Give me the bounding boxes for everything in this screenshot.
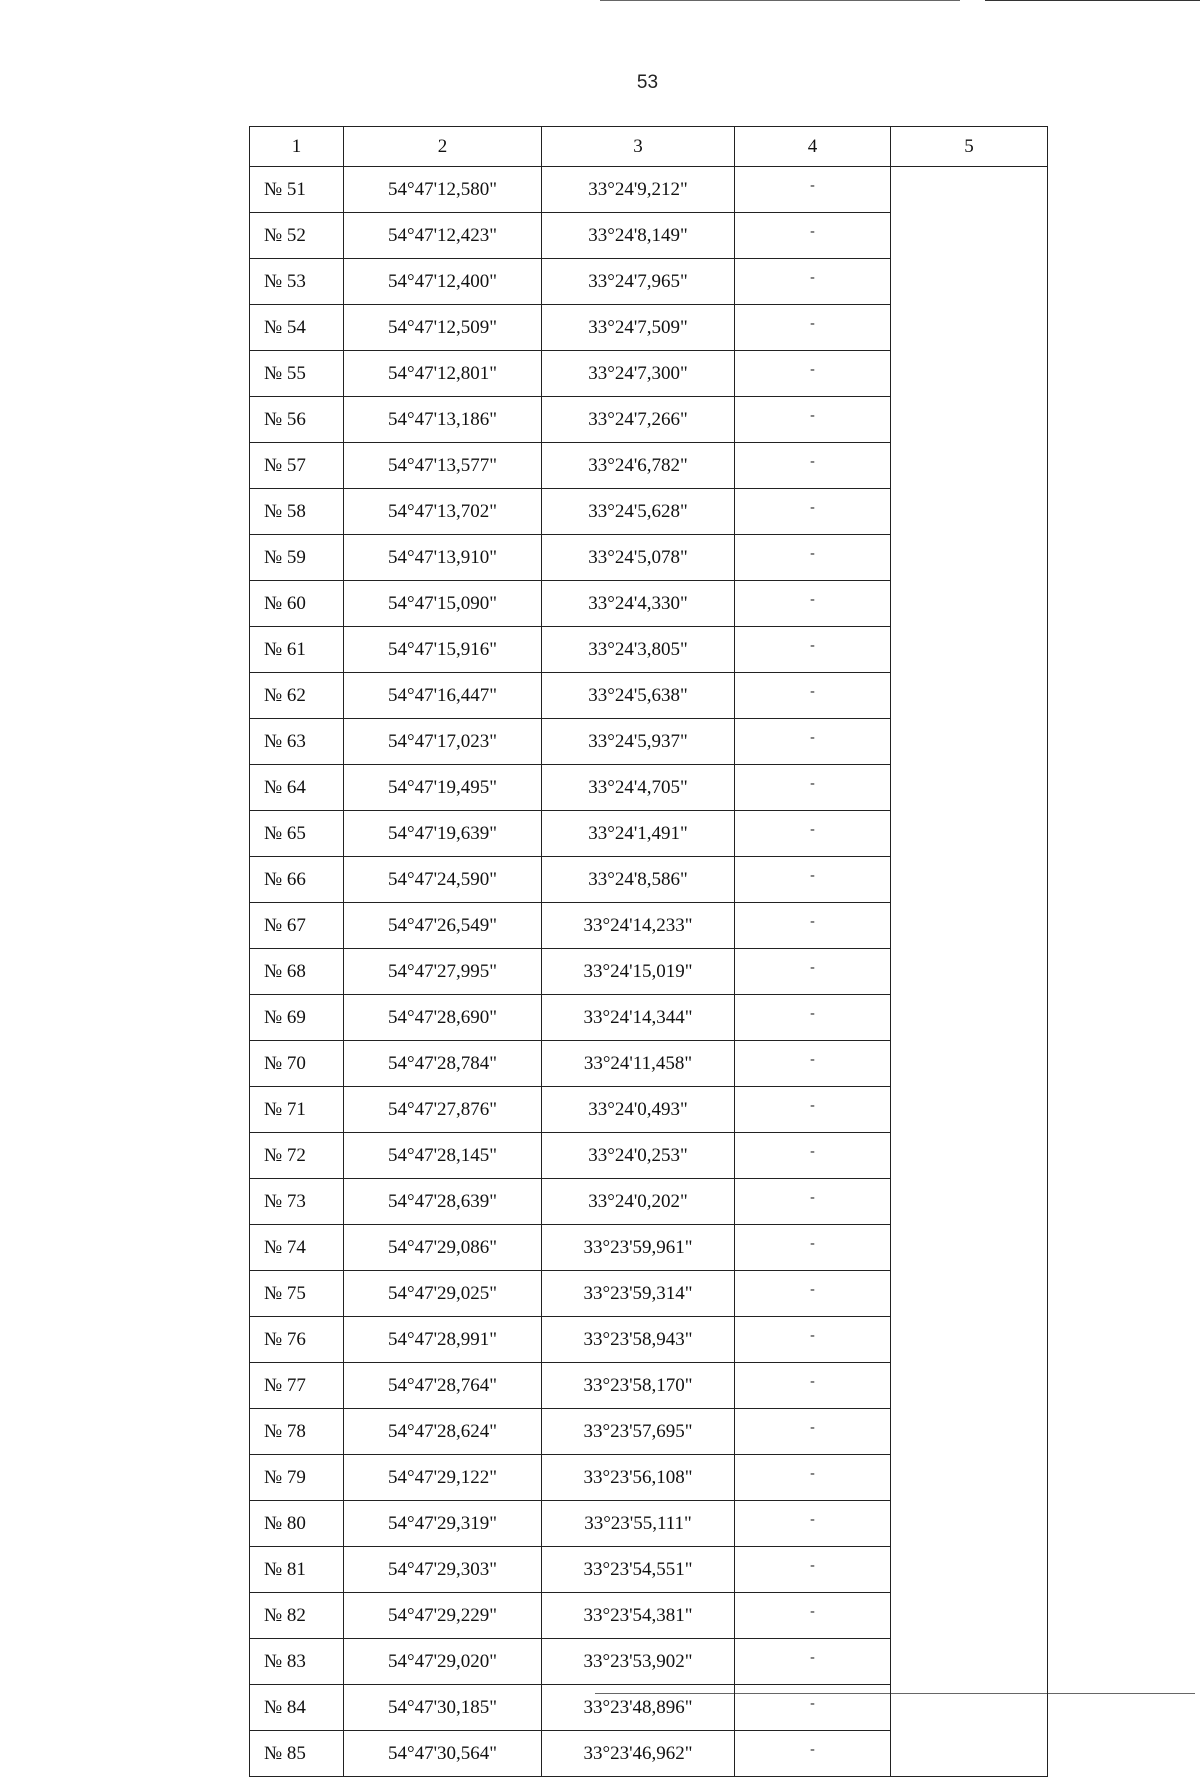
latitude-text: 54°47'12,580"	[387, 178, 498, 200]
longitude-cell	[542, 719, 735, 765]
latitude-cell	[344, 811, 542, 857]
point-number-text: № 73	[264, 1190, 306, 1212]
longitude-cell	[542, 1547, 735, 1593]
longitude-cell	[542, 259, 735, 305]
latitude-cell	[344, 1501, 542, 1547]
longitude-cell	[542, 903, 735, 949]
latitude-cell	[344, 903, 542, 949]
point-number-text: № 62	[264, 684, 306, 706]
longitude-cell	[542, 1041, 735, 1087]
point-number-cell	[250, 305, 344, 351]
column-4-cell	[735, 1317, 891, 1363]
longitude-cell	[542, 443, 735, 489]
latitude-cell	[344, 397, 542, 443]
point-number-cell	[250, 167, 344, 213]
point-number-cell	[250, 1041, 344, 1087]
latitude-cell	[344, 1363, 542, 1409]
longitude-cell	[542, 1593, 735, 1639]
latitude-text: 54°47'29,229"	[387, 1604, 498, 1626]
latitude-cell	[344, 443, 542, 489]
column-4-cell	[735, 1409, 891, 1455]
latitude-cell	[344, 535, 542, 581]
latitude-cell	[344, 995, 542, 1041]
longitude-cell	[542, 397, 735, 443]
latitude-text: 54°47'28,145"	[387, 1144, 498, 1166]
longitude-cell	[542, 949, 735, 995]
latitude-text: 54°47'15,090"	[387, 592, 498, 614]
column-header: 1	[250, 127, 344, 167]
point-number-cell	[250, 1685, 344, 1731]
table-row	[250, 167, 1048, 213]
column-4-cell	[735, 397, 891, 443]
column-4-text: -	[810, 454, 815, 469]
longitude-cell	[542, 1179, 735, 1225]
point-number-text: № 66	[264, 868, 306, 890]
latitude-cell	[344, 1455, 542, 1501]
latitude-text: 54°47'17,023"	[387, 730, 498, 752]
column-4-text: -	[810, 1190, 815, 1205]
latitude-cell	[344, 1731, 542, 1777]
longitude-cell	[542, 535, 735, 581]
column-4-text: -	[810, 1098, 815, 1113]
longitude-text: 33°24'7,965"	[588, 270, 688, 292]
latitude-text: 54°47'12,423"	[387, 224, 498, 246]
column-4-text: -	[810, 1282, 815, 1297]
point-number-cell	[250, 765, 344, 811]
longitude-text: 33°23'54,381"	[583, 1604, 693, 1626]
latitude-cell	[344, 581, 542, 627]
column-4-cell	[735, 949, 891, 995]
latitude-cell	[344, 1547, 542, 1593]
latitude-text: 54°47'28,624"	[387, 1420, 498, 1442]
column-4-cell	[735, 1041, 891, 1087]
column-4-text: -	[810, 730, 815, 745]
point-number-text: № 55	[264, 362, 306, 384]
latitude-cell	[344, 1409, 542, 1455]
column-4-text: -	[810, 776, 815, 791]
longitude-text: 33°24'8,149"	[588, 224, 688, 246]
latitude-cell	[344, 259, 542, 305]
point-number-text: № 79	[264, 1466, 306, 1488]
longitude-text: 33°24'8,586"	[588, 868, 688, 890]
column-4-cell	[735, 1731, 891, 1777]
column-4-text: -	[810, 1144, 815, 1159]
column-header: 3	[542, 127, 735, 167]
latitude-text: 54°47'29,122"	[387, 1466, 498, 1488]
latitude-cell	[344, 1685, 542, 1731]
latitude-text: 54°47'28,991"	[387, 1328, 498, 1350]
longitude-cell	[542, 995, 735, 1041]
column-4-cell	[735, 489, 891, 535]
point-number-text: № 53	[264, 270, 306, 292]
longitude-text: 33°23'56,108"	[583, 1466, 693, 1488]
point-number-text: № 64	[264, 776, 306, 798]
longitude-cell	[542, 351, 735, 397]
latitude-text: 54°47'30,185"	[387, 1696, 498, 1718]
longitude-text: 33°24'0,202"	[588, 1190, 688, 1212]
longitude-text: 33°24'15,019"	[583, 960, 693, 982]
latitude-cell	[344, 1317, 542, 1363]
longitude-cell	[542, 1133, 735, 1179]
column-4-cell	[735, 1271, 891, 1317]
longitude-cell	[542, 1501, 735, 1547]
column-4-cell	[735, 1225, 891, 1271]
column-4-cell	[735, 213, 891, 259]
point-number-cell	[250, 673, 344, 719]
column-4-text: -	[810, 1604, 815, 1619]
column-4-text: -	[810, 1466, 815, 1481]
latitude-text: 54°47'30,564"	[387, 1742, 498, 1764]
longitude-cell	[542, 765, 735, 811]
column-4-cell	[735, 443, 891, 489]
column-4-text: -	[810, 408, 815, 423]
table-header-row	[250, 127, 1048, 167]
longitude-cell	[542, 1409, 735, 1455]
column-4-text: -	[810, 1512, 815, 1527]
point-number-text: № 58	[264, 500, 306, 522]
column-4-text: -	[810, 1006, 815, 1021]
column-4-text: -	[810, 1236, 815, 1251]
longitude-text: 33°24'1,491"	[588, 822, 688, 844]
longitude-text: 33°24'4,330"	[588, 592, 688, 614]
longitude-text: 33°24'4,705"	[588, 776, 688, 798]
point-number-cell	[250, 1179, 344, 1225]
point-number-cell	[250, 1501, 344, 1547]
longitude-cell	[542, 213, 735, 259]
column-4-text: -	[810, 316, 815, 331]
column-4-cell	[735, 1501, 891, 1547]
longitude-text: 33°23'57,695"	[583, 1420, 693, 1442]
point-number-cell	[250, 949, 344, 995]
column-4-text: -	[810, 960, 815, 975]
longitude-text: 33°24'9,212"	[588, 178, 688, 200]
column-4-text: -	[810, 684, 815, 699]
longitude-cell	[542, 627, 735, 673]
longitude-text: 33°24'5,638"	[588, 684, 688, 706]
latitude-text: 54°47'13,702"	[387, 500, 498, 522]
column-4-cell	[735, 351, 891, 397]
point-number-cell	[250, 443, 344, 489]
longitude-cell	[542, 1685, 735, 1731]
column-4-cell	[735, 167, 891, 213]
column-4-text: -	[810, 546, 815, 561]
latitude-text: 54°47'28,690"	[387, 1006, 498, 1028]
longitude-text: 33°24'5,937"	[588, 730, 688, 752]
point-number-cell	[250, 1455, 344, 1501]
point-number-cell	[250, 1087, 344, 1133]
longitude-cell	[542, 1225, 735, 1271]
column-4-text: -	[810, 178, 815, 193]
point-number-cell	[250, 1271, 344, 1317]
latitude-text: 54°47'29,086"	[387, 1236, 498, 1258]
longitude-text: 33°24'6,782"	[588, 454, 688, 476]
column-4-text: -	[810, 822, 815, 837]
point-number-cell	[250, 213, 344, 259]
column-4-text: -	[810, 1650, 815, 1665]
longitude-text: 33°23'54,551"	[583, 1558, 693, 1580]
point-number-text: № 59	[264, 546, 306, 568]
latitude-text: 54°47'16,447"	[387, 684, 498, 706]
longitude-cell	[542, 1087, 735, 1133]
latitude-text: 54°47'12,801"	[387, 362, 498, 384]
column-4-text: -	[810, 1420, 815, 1435]
longitude-cell	[542, 1731, 735, 1777]
column-4-cell	[735, 535, 891, 581]
latitude-cell	[344, 719, 542, 765]
point-number-text: № 51	[264, 178, 306, 200]
latitude-cell	[344, 857, 542, 903]
latitude-cell	[344, 1225, 542, 1271]
longitude-text: 33°23'53,902"	[583, 1650, 693, 1672]
column-4-cell	[735, 627, 891, 673]
longitude-cell	[542, 673, 735, 719]
latitude-cell	[344, 949, 542, 995]
point-number-cell	[250, 1133, 344, 1179]
point-number-text: № 65	[264, 822, 306, 844]
latitude-text: 54°47'26,549"	[387, 914, 498, 936]
column-4-cell	[735, 995, 891, 1041]
column-4-text: -	[810, 868, 815, 883]
latitude-text: 54°47'13,186"	[387, 408, 498, 430]
latitude-text: 54°47'13,577"	[387, 454, 498, 476]
column-4-text: -	[810, 1558, 815, 1573]
point-number-cell	[250, 259, 344, 305]
longitude-cell	[542, 811, 735, 857]
latitude-text: 54°47'19,495"	[387, 776, 498, 798]
scan-mark-top	[600, 0, 960, 1]
longitude-text: 33°24'0,493"	[588, 1098, 688, 1120]
point-number-cell	[250, 489, 344, 535]
latitude-text: 54°47'12,400"	[387, 270, 498, 292]
latitude-cell	[344, 1041, 542, 1087]
point-number-cell	[250, 397, 344, 443]
latitude-cell	[344, 305, 542, 351]
column-4-cell	[735, 1547, 891, 1593]
point-number-text: № 71	[264, 1098, 306, 1120]
point-number-cell	[250, 351, 344, 397]
latitude-cell	[344, 167, 542, 213]
column-4-text: -	[810, 1696, 815, 1711]
longitude-text: 33°24'5,078"	[588, 546, 688, 568]
point-number-text: № 54	[264, 316, 306, 338]
point-number-text: № 69	[264, 1006, 306, 1028]
column-4-cell	[735, 673, 891, 719]
longitude-text: 33°23'59,314"	[583, 1282, 693, 1304]
latitude-text: 54°47'29,303"	[387, 1558, 498, 1580]
point-number-text: № 63	[264, 730, 306, 752]
column-4-cell	[735, 259, 891, 305]
column-4-cell	[735, 1639, 891, 1685]
point-number-text: № 67	[264, 914, 306, 936]
longitude-cell	[542, 167, 735, 213]
longitude-text: 33°24'3,805"	[588, 638, 688, 660]
latitude-cell	[344, 673, 542, 719]
longitude-cell	[542, 1271, 735, 1317]
point-number-text: № 52	[264, 224, 306, 246]
latitude-text: 54°47'29,025"	[387, 1282, 498, 1304]
longitude-text: 33°24'0,253"	[588, 1144, 688, 1166]
point-number-text: № 80	[264, 1512, 306, 1534]
longitude-cell	[542, 1639, 735, 1685]
column-4-text: -	[810, 224, 815, 239]
latitude-text: 54°47'13,910"	[387, 546, 498, 568]
point-number-text: № 70	[264, 1052, 306, 1074]
latitude-cell	[344, 213, 542, 259]
column-4-text: -	[810, 500, 815, 515]
column-4-cell	[735, 1363, 891, 1409]
latitude-cell	[344, 1271, 542, 1317]
latitude-text: 54°47'12,509"	[387, 316, 498, 338]
column-4-cell	[735, 305, 891, 351]
column-4-text: -	[810, 1374, 815, 1389]
column-4-cell	[735, 903, 891, 949]
column-header: 2	[344, 127, 542, 167]
point-number-cell	[250, 581, 344, 627]
longitude-cell	[542, 1455, 735, 1501]
point-number-text: № 56	[264, 408, 306, 430]
point-number-cell	[250, 1317, 344, 1363]
latitude-cell	[344, 489, 542, 535]
point-number-cell	[250, 1731, 344, 1777]
point-number-cell	[250, 1547, 344, 1593]
latitude-text: 54°47'29,020"	[387, 1650, 498, 1672]
point-number-cell	[250, 903, 344, 949]
longitude-cell	[542, 305, 735, 351]
point-number-cell	[250, 535, 344, 581]
column-5-merged-cell	[891, 167, 1048, 1777]
column-4-cell	[735, 1685, 891, 1731]
longitude-text: 33°23'58,943"	[583, 1328, 693, 1350]
column-4-text: -	[810, 638, 815, 653]
column-4-text: -	[810, 914, 815, 929]
point-number-text: № 74	[264, 1236, 306, 1258]
latitude-text: 54°47'28,784"	[387, 1052, 498, 1074]
longitude-cell	[542, 489, 735, 535]
latitude-text: 54°47'19,639"	[387, 822, 498, 844]
latitude-text: 54°47'15,916"	[387, 638, 498, 660]
latitude-text: 54°47'24,590"	[387, 868, 498, 890]
column-4-cell	[735, 811, 891, 857]
longitude-text: 33°24'11,458"	[583, 1052, 693, 1074]
point-number-text: № 61	[264, 638, 306, 660]
column-4-cell	[735, 1593, 891, 1639]
point-number-cell	[250, 995, 344, 1041]
latitude-cell	[344, 1593, 542, 1639]
point-number-text: № 81	[264, 1558, 306, 1580]
point-number-text: № 75	[264, 1282, 306, 1304]
column-4-cell	[735, 1179, 891, 1225]
latitude-cell	[344, 765, 542, 811]
longitude-cell	[542, 1317, 735, 1363]
column-4-text: -	[810, 1328, 815, 1343]
latitude-text: 54°47'27,995"	[387, 960, 498, 982]
longitude-text: 33°23'59,961"	[583, 1236, 693, 1258]
longitude-text: 33°24'14,233"	[583, 914, 693, 936]
column-4-cell	[735, 1133, 891, 1179]
point-number-cell	[250, 1225, 344, 1271]
point-number-cell	[250, 627, 344, 673]
column-4-text: -	[810, 362, 815, 377]
point-number-cell	[250, 719, 344, 765]
column-4-text: -	[810, 1052, 815, 1067]
point-number-text: № 68	[264, 960, 306, 982]
longitude-text: 33°24'7,266"	[588, 408, 688, 430]
column-header: 5	[891, 127, 1048, 167]
point-number-text: № 72	[264, 1144, 306, 1166]
point-number-text: № 57	[264, 454, 306, 476]
column-4-cell	[735, 1087, 891, 1133]
column-4-cell	[735, 765, 891, 811]
column-4-text: -	[810, 270, 815, 285]
point-number-text: № 77	[264, 1374, 306, 1396]
point-number-text: № 82	[264, 1604, 306, 1626]
longitude-cell	[542, 1363, 735, 1409]
longitude-text: 33°23'55,111"	[584, 1512, 692, 1534]
longitude-text: 33°23'46,962"	[583, 1742, 693, 1764]
point-number-text: № 76	[264, 1328, 306, 1350]
column-4-cell	[735, 581, 891, 627]
point-number-text: № 60	[264, 592, 306, 614]
latitude-cell	[344, 1639, 542, 1685]
latitude-text: 54°47'27,876"	[387, 1098, 498, 1120]
point-number-cell	[250, 1363, 344, 1409]
column-4-text: -	[810, 1742, 815, 1757]
column-header: 4	[735, 127, 891, 167]
longitude-text: 33°24'7,300"	[588, 362, 688, 384]
point-number-cell	[250, 857, 344, 903]
point-number-text: № 78	[264, 1420, 306, 1442]
longitude-text: 33°24'7,509"	[588, 316, 688, 338]
longitude-text: 33°24'5,628"	[588, 500, 688, 522]
longitude-text: 33°23'58,170"	[583, 1374, 693, 1396]
latitude-text: 54°47'28,639"	[387, 1190, 498, 1212]
point-number-text: № 85	[264, 1742, 306, 1764]
latitude-text: 54°47'28,764"	[387, 1374, 498, 1396]
longitude-text: 33°23'48,896"	[583, 1696, 693, 1718]
latitude-cell	[344, 1133, 542, 1179]
coordinates-table	[249, 126, 1048, 1777]
column-4-cell	[735, 719, 891, 765]
page-number: 53	[636, 72, 659, 93]
longitude-cell	[542, 581, 735, 627]
latitude-cell	[344, 1179, 542, 1225]
latitude-cell	[344, 351, 542, 397]
point-number-cell	[250, 1409, 344, 1455]
point-number-cell	[250, 811, 344, 857]
column-4-cell	[735, 1455, 891, 1501]
column-4-cell	[735, 857, 891, 903]
scan-mark-top-right	[985, 0, 1200, 1]
latitude-cell	[344, 1087, 542, 1133]
latitude-cell	[344, 627, 542, 673]
point-number-text: № 84	[264, 1696, 306, 1718]
point-number-cell	[250, 1639, 344, 1685]
longitude-cell	[542, 857, 735, 903]
latitude-text: 54°47'29,319"	[387, 1512, 498, 1534]
longitude-text: 33°24'14,344"	[583, 1006, 693, 1028]
point-number-text: № 83	[264, 1650, 306, 1672]
column-4-text: -	[810, 592, 815, 607]
point-number-cell	[250, 1593, 344, 1639]
